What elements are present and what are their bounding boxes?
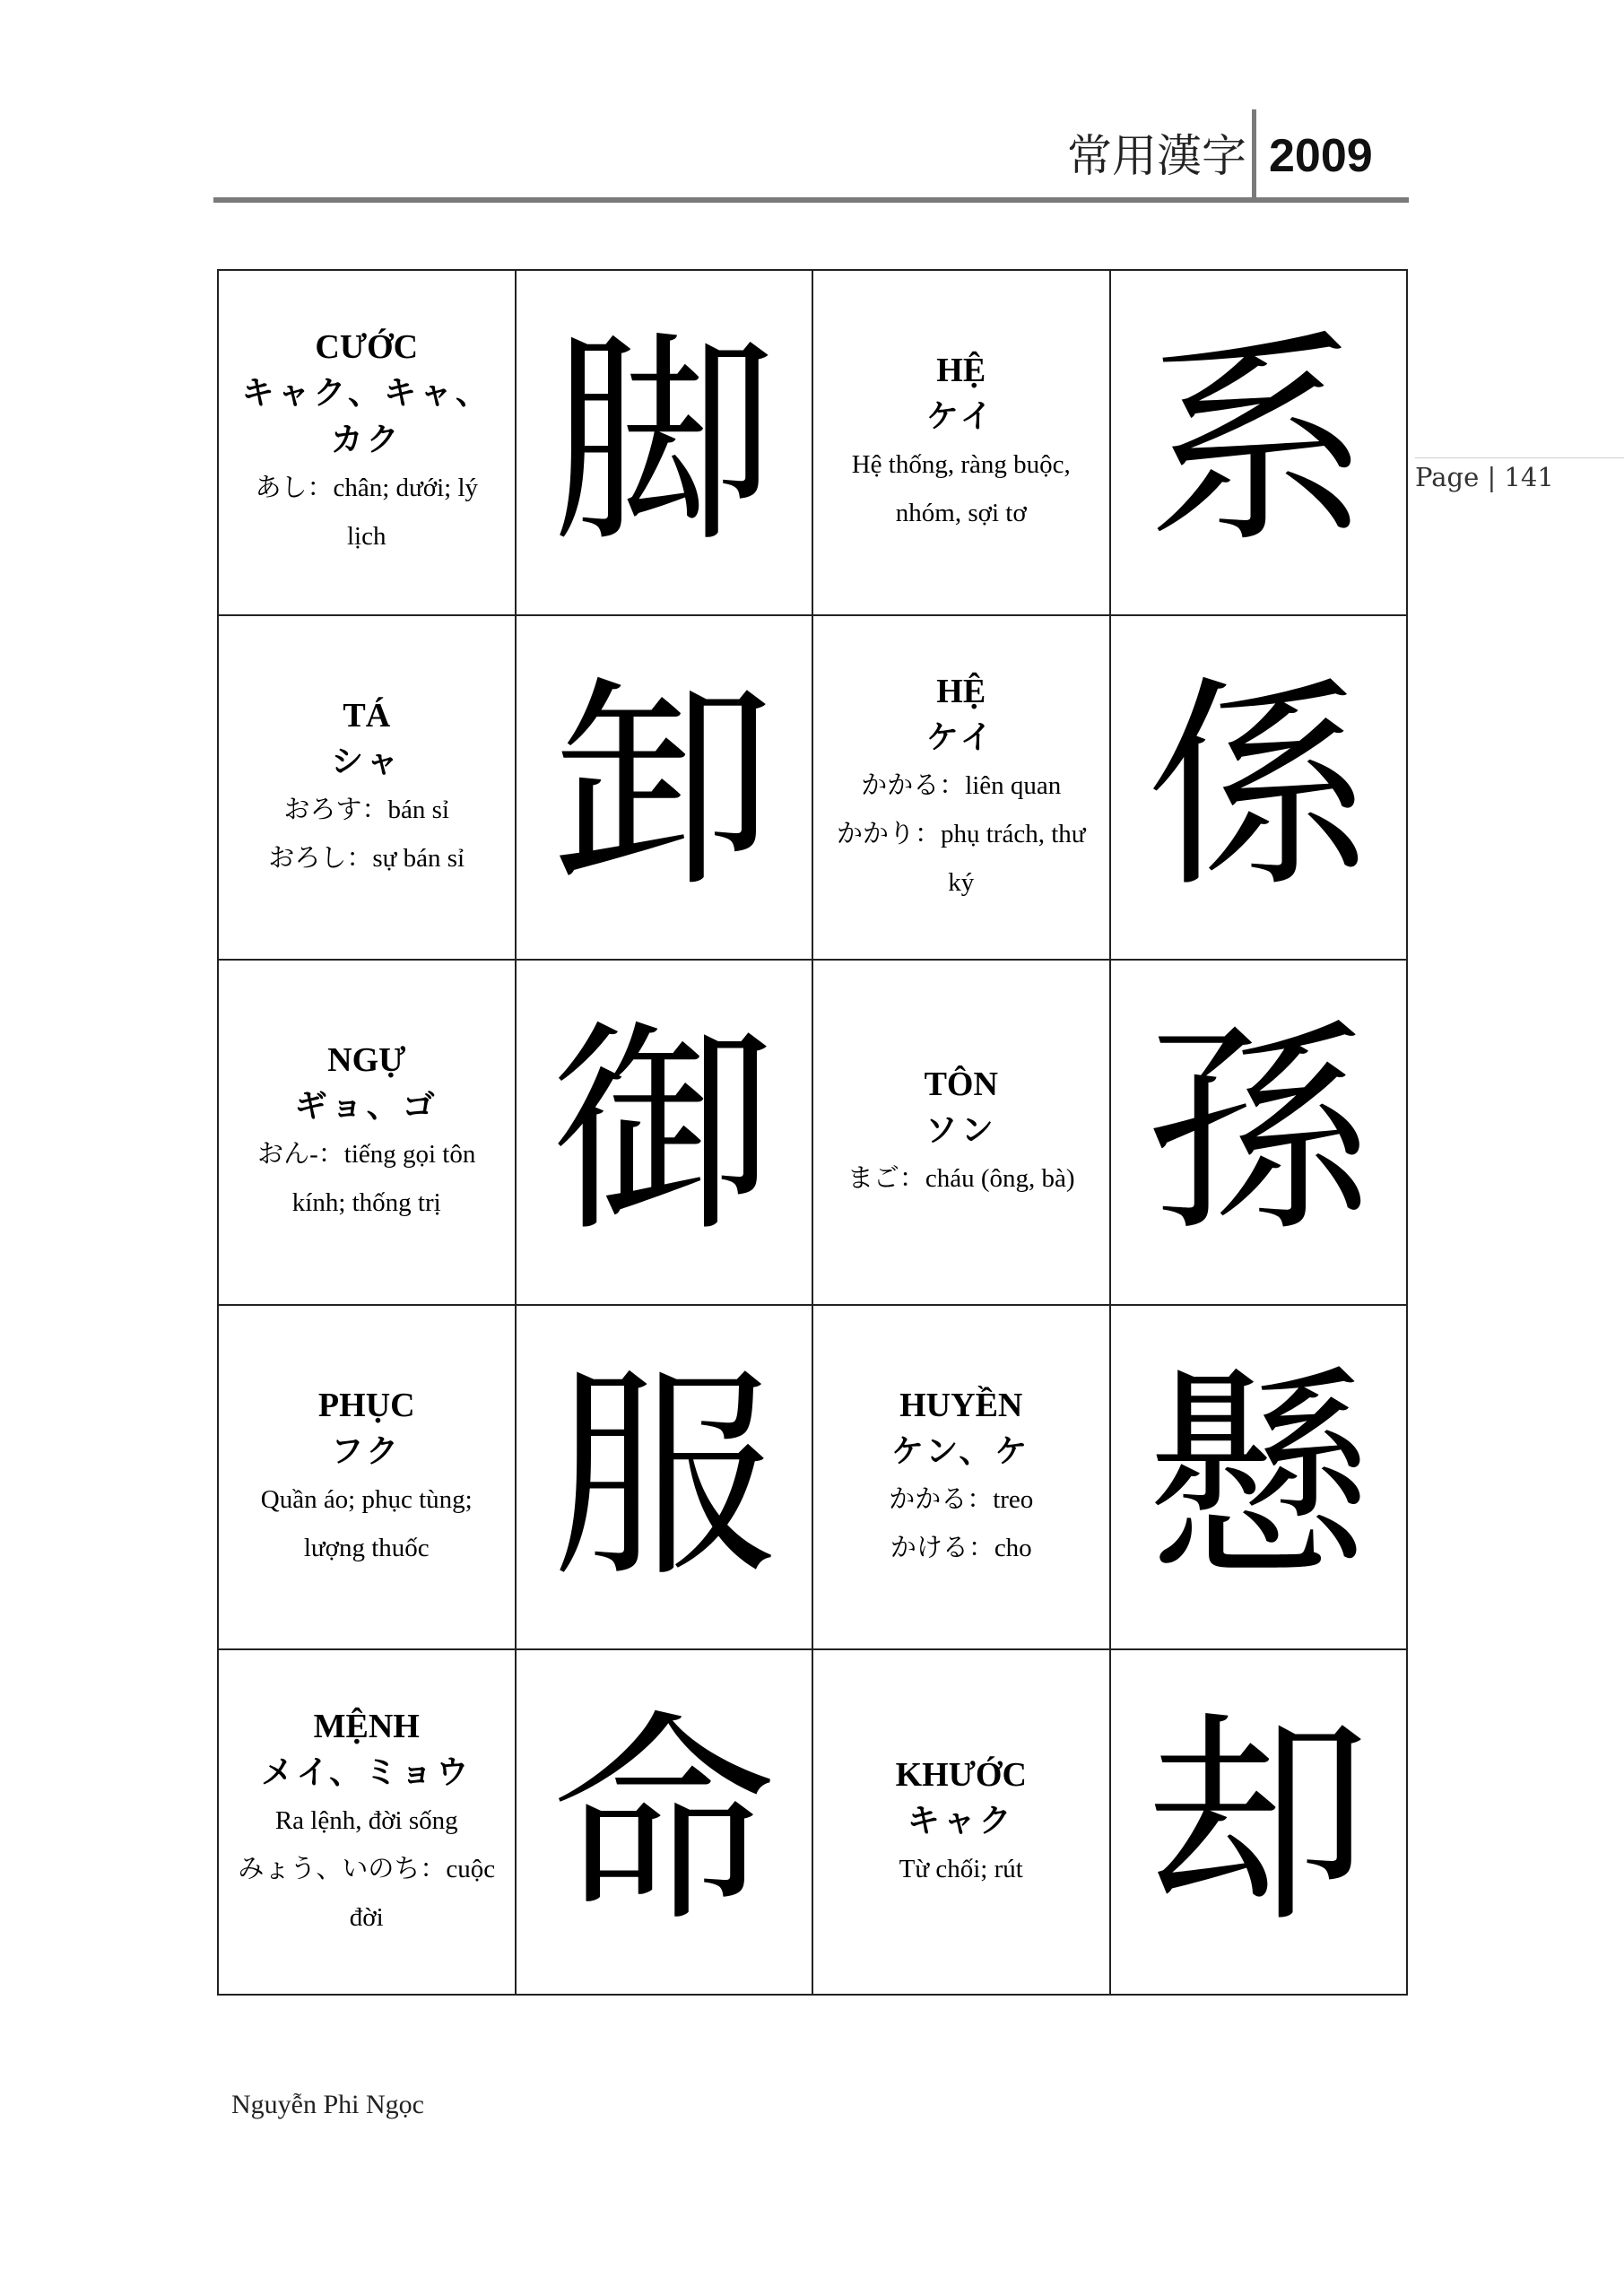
meaning-line: みょう、いのち：cuộc đời [238,1854,496,1932]
kanji-character: 却 [1111,1650,1409,1996]
kanji-character: 御 [517,961,814,1306]
page-rule [1415,457,1624,458]
meaning-line: Hệ thống, ràng buộc, nhóm, sợi tơ [851,450,1071,528]
kanji-info-cell [219,961,517,1306]
kanji-character: 係 [1111,616,1409,961]
kanji-info-cell [813,1306,1111,1651]
sino-vietnamese-reading: PHỤC [317,1387,415,1425]
meaning-line: かかり：phụ trách, thư ký [837,819,1086,897]
onyomi-reading: ケイ [926,398,996,436]
sino-vietnamese-reading: MỆNH [313,1707,420,1745]
onyomi-reading: キャク、キャ、カク [241,375,492,459]
kanji-info-cell [813,616,1111,961]
kanji-character: 脚 [517,271,814,616]
onyomi-reading: メイ、ミョウ [261,1753,473,1791]
footer-author: Nguyễn Phi Ngọc [231,2090,424,2119]
meaning-line: まご：cháu (ông, bà) [847,1164,1075,1194]
meaning-line: おろす：bán sỉ [283,795,449,824]
onyomi-reading: ソン [925,1112,997,1150]
kanji-info-cell [813,1650,1111,1996]
meaning-line: あし：chân; dưới; lý lịch [255,474,479,552]
header-divider [1252,109,1256,199]
sino-vietnamese-reading: HUYỀN [899,1387,1023,1425]
header-title: 常用漢字 [1067,130,1246,182]
sino-vietnamese-reading: NGỰ [327,1041,406,1080]
kanji-info-cell [219,271,517,616]
kanji-character: 孫 [1111,961,1409,1306]
kanji-character: 服 [517,1306,814,1651]
kanji-character: 卸 [517,616,814,961]
kanji-info-cell [813,961,1111,1306]
onyomi-reading: ケイ [926,718,996,756]
kanji-grid [217,269,1408,1996]
kanji-info-cell [219,616,517,961]
meaning-line: おろし：sự bán sỉ [268,843,465,873]
onyomi-reading: シャ [331,743,403,780]
onyomi-reading: フク [331,1433,403,1471]
sino-vietnamese-reading: TÁ [343,696,391,735]
sino-vietnamese-reading: HỆ [936,672,986,710]
sino-vietnamese-reading: CƯỚC [315,328,419,367]
kanji-character: 系 [1111,271,1409,616]
onyomi-reading: ケン、ケ [891,1433,1031,1471]
onyomi-reading: ギョ、ゴ [294,1088,439,1126]
kanji-character: 懸 [1111,1306,1409,1651]
kanji-info-cell [813,271,1111,616]
sino-vietnamese-reading: KHƯỚC [895,1755,1027,1794]
header-rule [213,197,1409,203]
meaning-line: かかる：liên quan [861,770,1062,800]
meaning-line: かける：cho [890,1534,1032,1563]
meaning-line: Ra lệnh, đời sống [274,1805,458,1835]
meaning-line: かかる：treo [889,1485,1034,1515]
sino-vietnamese-reading: TÔN [924,1065,998,1104]
page-label: Page | 141 [1415,462,1554,492]
onyomi-reading: キャク [907,1802,1015,1839]
kanji-character: 命 [517,1650,814,1996]
kanji-info-cell [219,1650,517,1996]
sino-vietnamese-reading: HỆ [936,352,986,390]
meaning-line: Quần áo; phục tùng; lượng thuốc [260,1485,473,1563]
header-year: 2009 [1269,130,1373,182]
meaning-line: Từ chối; rút [899,1854,1023,1883]
kanji-info-cell [219,1306,517,1651]
meaning-line: おん-：tiếng gọi tôn kính; thống trị [257,1140,476,1218]
